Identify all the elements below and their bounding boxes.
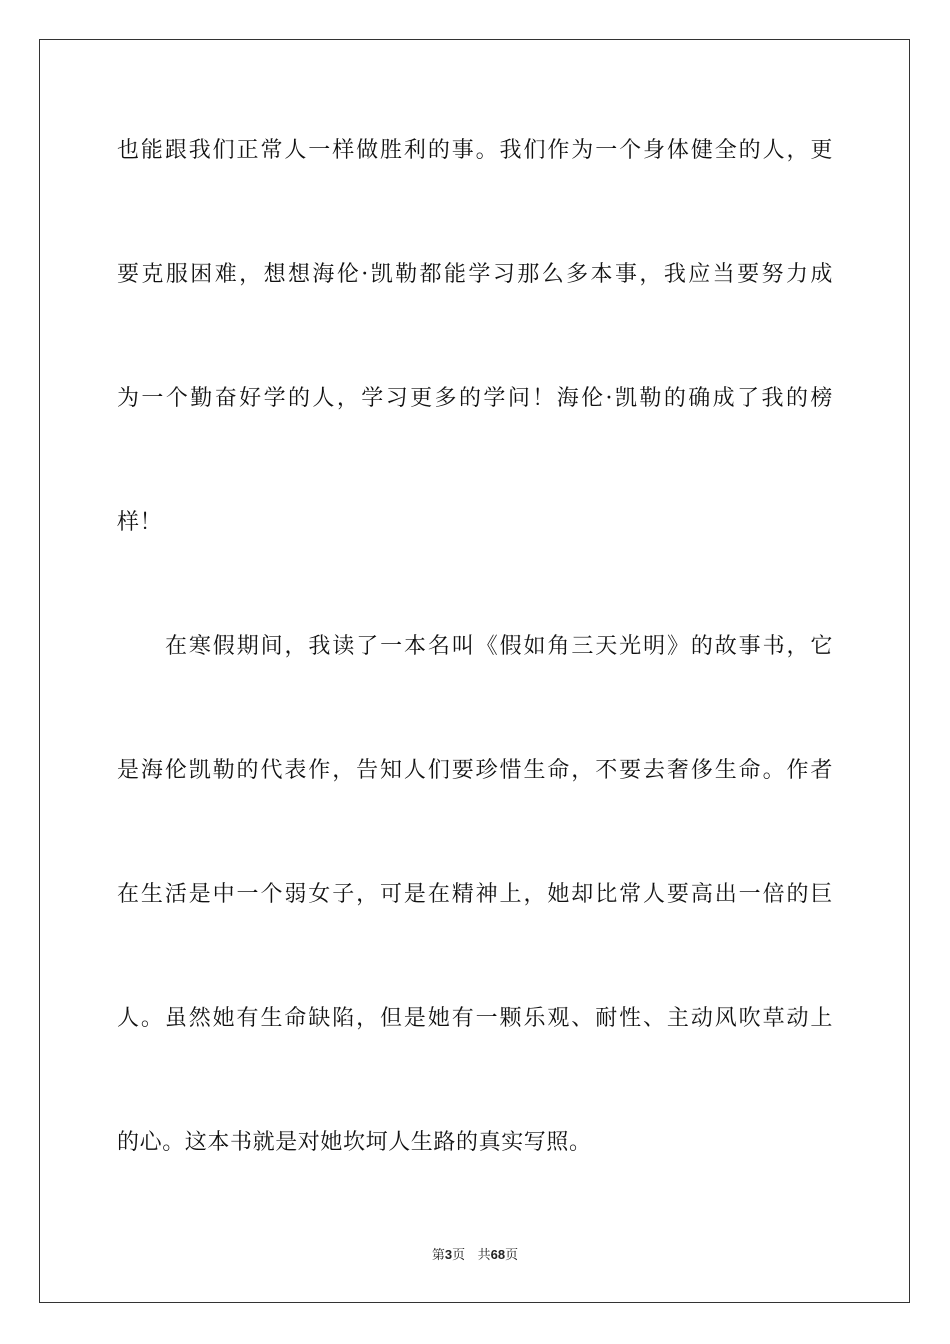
page-suffix: 页 (452, 1248, 466, 1263)
total-prefix: 共 (477, 1248, 491, 1263)
paragraph-2-line-2: 是海伦凯勒的代表作，告知人们要珍惜生命，不要去奢侈生命。作者 (117, 758, 833, 783)
page-current-number: 3 (444, 1247, 453, 1262)
paragraph-1-line-3: 为一个勤奋好学的人，学习更多的学问！海伦·凯勒的确成了我的榜 (117, 386, 833, 411)
paragraph-2-line-5: 的心。这本书就是对她坎坷人生路的真实写照。 (117, 1130, 592, 1155)
paragraph-2-line-1: 在寒假期间，我读了一本名叫《假如角三天光明》的故事书，它 (165, 634, 833, 659)
total-suffix: 页 (505, 1248, 519, 1263)
page-frame (39, 39, 910, 1303)
page-prefix: 第 (431, 1248, 445, 1263)
paragraph-2-line-3: 在生活是中一个弱女子，可是在精神上，她却比常人要高出一倍的巨 (117, 882, 833, 907)
paragraph-1-line-2: 要克服困难，想想海伦·凯勒都能学习那么多本事，我应当要努力成 (117, 262, 833, 287)
paragraph-1-line-4: 样！ (117, 510, 163, 535)
page-total-number: 68 (490, 1247, 506, 1262)
page-footer (0, 1246, 950, 1265)
paragraph-1-line-1: 也能跟我们正常人一样做胜利的事。我们作为一个身体健全的人，更 (117, 138, 833, 163)
paragraph-2-line-4: 人。虽然她有生命缺陷，但是她有一颗乐观、耐性、主动风吹草动上 (117, 1006, 833, 1031)
